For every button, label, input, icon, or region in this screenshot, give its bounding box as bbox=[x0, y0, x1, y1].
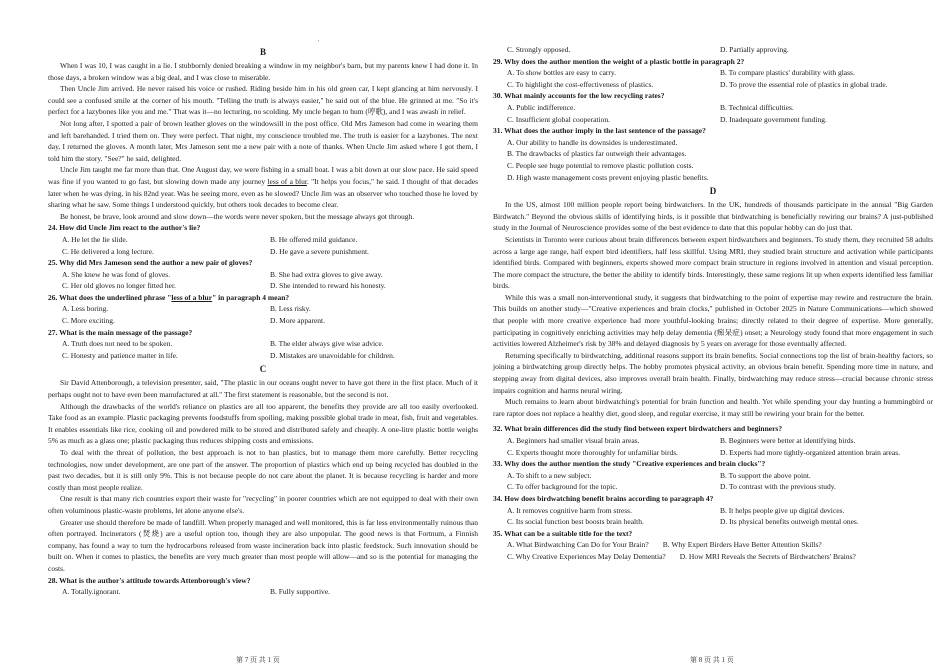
option: B. It helps people give up digital devices. bbox=[720, 505, 845, 515]
option: B. He offered mild guidance. bbox=[270, 234, 358, 244]
option: A. It removes cognitive harm from stress. bbox=[507, 505, 632, 515]
option: D. He gave a severe punishment. bbox=[270, 246, 369, 256]
passage-b-paragraph-3: Not long after, I spotted a pair of brown leather gloves on the windowsill in the post office. Old Mrs Jameson had come in wearing them and left barehanded. I tried them on. They were perfect. That night, my conscience troubled me. The truth is easier for a lazybones. The next day, I returned the gloves. A month later, Mrs Jameson sent me a new pair with a note of thanks. When Uncle Jim asked where I got them, I told him the story. "See?" he said, delighted. bbox=[48, 118, 478, 163]
option: C. To offer background for the topic. bbox=[507, 482, 618, 492]
passage-b-paragraph-1: When I was 10, I was caught in a lie. I stubbornly denied breaking a window in my neighbor's barn, but my parents knew I had done it. In those days, a broken window was a big deal, and I was close to miserable. bbox=[48, 61, 478, 82]
passage-d-paragraph-5: Much remains to learn about birdwatching's potential for brain function and health. Yet while spending your day hunting a hummingbird or rare raptor does not replace a healthy diet, good sleep, and regular exercise, it may still be rewiring your brain for the better. bbox=[493, 397, 933, 418]
question-34: 34. How does birdwatching benefit brains according to paragraph 4? bbox=[493, 493, 714, 503]
p4-text-b: . "It helps you focus," he said. I thought of that decades later when he was dying, in his 82nd year. Was he seeing more, even as he slowed? Uncle Jim was an observer who touched those he loved by sharing what he saw. Some things I understood quickly, but others took decades to become clear. bbox=[48, 176, 478, 210]
left-column bbox=[48, 44, 478, 598]
right-column bbox=[493, 44, 933, 563]
question-33: 33. Why does the author mention the study "Creative experiences and brain clocks"? bbox=[493, 459, 766, 469]
question-27-options bbox=[48, 338, 478, 361]
passage-d-paragraph-1: In the US, almost 100 million people report being birdwatchers. In the UK, hundreds of thousands participate in the annual "Big Garden Birdwatch." Beyond the obvious skills of identifying birds, is it possible that birdwatching is beneficially rewiring our brains? A just-published study in the Journal of Neuroscience provides some of the best evidence to date that this popular hobby can do just that. bbox=[493, 200, 933, 233]
option: A. What Birdwatching Can Do for Your Brain? bbox=[507, 540, 649, 550]
section-b-heading: B bbox=[259, 47, 266, 57]
stray-mark: ' bbox=[318, 40, 320, 46]
option: A. Beginners had smaller visual brain areas. bbox=[507, 436, 640, 445]
passage-d-paragraph-4: Returning specifically to birdwatching, additional reasons support its brain benefits. Social connections top the list of brain-healthy factors, so joining a birdwatching group directly helps. The hobby promotes physical activity, an obvious brain benefit. Spending more time in nature, and stepping away from digital devices, also improves overall brain health. Finally, birdwatching may reduce stress—crucial because chronic stress impairs cognition and harms neural wiring. bbox=[493, 350, 933, 395]
question-30-options bbox=[493, 102, 933, 125]
option: D. More apparent. bbox=[270, 316, 325, 326]
page-footer-right: 第 8 页 共 1 页 bbox=[690, 656, 734, 664]
option: D. Inadequate government funding. bbox=[720, 114, 827, 124]
question-31: 31. What does the author imply in the last sentence of the passage? bbox=[493, 126, 706, 136]
question-31-options bbox=[493, 137, 933, 183]
option: D. Partially approving. bbox=[720, 45, 789, 54]
option: D. To prove the essential role of plastics in global trade. bbox=[720, 79, 888, 89]
option: A. To shift to a new subject. bbox=[507, 470, 592, 480]
option: C. Insufficient global cooperation. bbox=[507, 114, 610, 124]
option: B. To compare plastics' durability with glass. bbox=[720, 68, 855, 78]
underlined-phrase: less of a blur bbox=[267, 176, 307, 186]
option: A. Truth does not need to be spoken. bbox=[62, 339, 173, 349]
option: A. She knew he was fond of gloves. bbox=[62, 269, 171, 279]
question-35-options bbox=[493, 539, 933, 562]
option: B. The drawbacks of plastics far outweigh their advantages. bbox=[507, 149, 687, 159]
option: A. Less boring. bbox=[62, 304, 109, 314]
question-34-options bbox=[493, 505, 933, 528]
option: C. Why Creative Experiences May Delay Dementia? bbox=[507, 551, 666, 561]
question-30: 30. What mainly accounts for the low recycling rates? bbox=[493, 91, 665, 101]
option: A. Public indifference. bbox=[507, 102, 576, 112]
passage-d-paragraph-3: While this was a small non-interventional study, it suggests that birdwatching to the point of expertise may rewire and restructure the brain. This builds on another study—"Creative experiences and brain clocks," published in October 2025 in Nature Communications—which showed that people with more creative experience had more youthful-looking brains; directly related to their degree of expertise. More generally, participating in cognitively enriching activities may help delay dementia (痴呆症) onset; a Neurology study found that more engagement in such activities lowered Alzheimer's risk by 38% and delayed diagnosis by 5 years on average for those eventually affected. bbox=[493, 292, 933, 349]
passage-c-paragraph-4: One result is that many rich countries export their waste for "recycling" in poorer countries which are not equipped to deal with their own often voluminous plastic-waste problems, let alone anyone else's. bbox=[48, 494, 478, 515]
question-25-options bbox=[48, 269, 478, 292]
option: C. Its social function best boosts brain health. bbox=[507, 517, 644, 527]
option: C. To highlight the cost-effectiveness of plastics. bbox=[507, 79, 654, 89]
passage-c-paragraph-2: Although the drawbacks of the world's reliance on plastics are all too apparent, the benefits they provide are all too easily overlooked. Take food as an example. Plastic packaging prevents foodstuffs from spoiling, making possible global trade in meat, fish, fruit and vegetables. It enables essentials like rice, cooking oil and powdered milk to be stored and distributed safely and cheaply. A one-litre plastic bottle weighs 5% as much as a glass one; plastic packaging thus reduces shipping costs and emissions. bbox=[48, 401, 478, 446]
question-24-options bbox=[48, 234, 478, 257]
question-24: 24. How did Uncle Jim react to the author's lie? bbox=[48, 223, 201, 233]
option: A. Our ability to handle its downsides is underestimated. bbox=[507, 137, 678, 147]
p4-text-a: Uncle Jim taught me far more than that. One August day, we were fishing in a small boat. I was a bit down at our slow pace. He said speed was fine if you wanted to go fast, but slowing down made any journey bbox=[48, 165, 478, 186]
option: A. To show bottles are easy to carry. bbox=[507, 68, 617, 78]
option: C. He delivered a long lecture. bbox=[62, 246, 154, 256]
option: B. Why Expert Birders Have Better Attention Skills? bbox=[662, 540, 822, 550]
section-c-heading: C bbox=[259, 364, 267, 375]
section-d-heading: D bbox=[709, 186, 717, 197]
option: C. Strongly opposed. bbox=[507, 45, 571, 54]
question-28: 28. What is the author's attitude towards Attenborough's view? bbox=[48, 575, 251, 585]
option: B. To support the above point. bbox=[720, 470, 811, 480]
question-28-options bbox=[48, 586, 478, 598]
question-29-options bbox=[493, 67, 933, 90]
option: C. Her old gloves no longer fitted her. bbox=[62, 281, 176, 291]
question-35: 35. What can be a suitable title for the text? bbox=[493, 528, 633, 538]
option: A. Totally.ignorant. bbox=[62, 587, 121, 597]
option: D. She intended to reward his honesty. bbox=[270, 281, 386, 291]
option: D. Experts had more tightly-organized attention brain areas. bbox=[720, 447, 901, 457]
option: C. Honesty and patience matter in life. bbox=[62, 350, 178, 360]
page-footer-left: 第 7 页 共 1 页 bbox=[236, 656, 280, 664]
option: A. He let the lie slide. bbox=[62, 234, 128, 244]
passage-b-paragraph-4 bbox=[48, 164, 478, 210]
option: D. To contrast with the previous study. bbox=[720, 482, 836, 492]
option: B. Less risky. bbox=[270, 304, 311, 314]
question-32: 32. What brain differences did the study find between expert birdwatchers and beginners? bbox=[493, 424, 783, 434]
question-26: 26. What does the underlined phrase "less of a blur" in paragraph 4 mean? bbox=[48, 292, 290, 302]
passage-c-paragraph-5: Greater use should therefore be made of landfill. When properly managed and well monitored, this is far less environmentally ruinous than often portrayed. Incinerators (焚烧) are a useful option too, though they are also unpopular. The good news is that Fortnum, a Finnish company, has found a way to turn the hydrocarbons released from waste incineration back into plastic feedstock. Such innovation should be built on. When it comes to plastics, the benefits are very much greater than most people will allow—and so is the potential for managing the costs. bbox=[48, 517, 478, 573]
passage-d-paragraph-2: Scientists in Toronto were curious about brain differences between expert birdwatchers and beginners. To study them, they recruited 58 adults across a large age range, half expert bird identifiers, half less skillful. Using MRI, they studied brain structure and activation while participants identified birds. Compared with beginners, experts showed more compact brain structure in regions involved in attention and visual perception. The more compact the structure, the better the ability to identify birds. Interestingly, these same regions lit up when experts identified less familiar birds. bbox=[493, 234, 933, 291]
option: D. High waste management costs prevent enjoying plastic benefits. bbox=[507, 172, 709, 182]
passage-b-paragraph-2: Then Uncle Jim arrived. He never raised his voice or rushed. Riding beside him in his old green car, I kept glancing at him nervously. I could see a confused smile at the corner of his mouth. "Telling the truth is always easier," he said out of the blue. He grinned at me. "So it's perfect for a lazybones like you and me." That was it—no lecturing, no scolding. My uncle began to hum (哼歌), and I was awash in relief. bbox=[48, 84, 478, 117]
question-32-options bbox=[493, 435, 933, 458]
option: C. More exciting. bbox=[62, 316, 115, 326]
option: D. How MRI Reveals the Secrets of Birdwatchers' Brains? bbox=[679, 551, 856, 561]
question-27: 27. What is the main message of the passage? bbox=[48, 327, 193, 337]
option: D. Its physical benefits outweigh mental ones. bbox=[720, 517, 859, 527]
question-29: 29. Why does the author mention the weight of a plastic bottle in paragraph 2? bbox=[493, 56, 745, 66]
option: B. Technical difficulties. bbox=[720, 102, 794, 112]
passage-b-paragraph-5: Be honest, be brave, look around and slow down—the words were never spoken, but the message always got through. bbox=[60, 211, 415, 221]
option: C. Experts thought more thoroughly for unfamiliar birds. bbox=[507, 447, 679, 457]
question-28-options-continued bbox=[493, 44, 933, 56]
question-26-options bbox=[48, 303, 478, 326]
passage-c-paragraph-1: Sir David Attenborough, a television presenter, said, "The plastic in our oceans ought never to have got there in the first place. Much of it perhaps ought not to have even been manufactured at all." The first statement is reasonable, but the second is not. bbox=[48, 378, 478, 400]
option: B. Beginners were better at identifying birds. bbox=[720, 436, 856, 445]
passage-c-paragraph-3: To deal with the threat of pollution, the best approach is not to ban plastics, but to manage them more carefully. Better recycling technologies, now under development, are one part of the answer. The proportion of plastics which end up being recycled has doubled in the past two decades, but it is still only 9%. This is not because people do not care about the planet. It is because recycling is harder and more costly than most people realize. bbox=[48, 448, 478, 492]
option: B. She had extra gloves to give away. bbox=[270, 269, 383, 279]
option: C. People see huge potential to remove plastic pollution costs. bbox=[507, 160, 694, 170]
option: D. Mistakes are unavoidable for children. bbox=[270, 350, 395, 360]
option: B. Fully supportive. bbox=[270, 587, 331, 597]
question-25: 25. Why did Mrs Jameson send the author a new pair of gloves? bbox=[48, 258, 253, 268]
question-33-options bbox=[493, 470, 933, 493]
option: B. The elder always give wise advice. bbox=[270, 339, 384, 349]
